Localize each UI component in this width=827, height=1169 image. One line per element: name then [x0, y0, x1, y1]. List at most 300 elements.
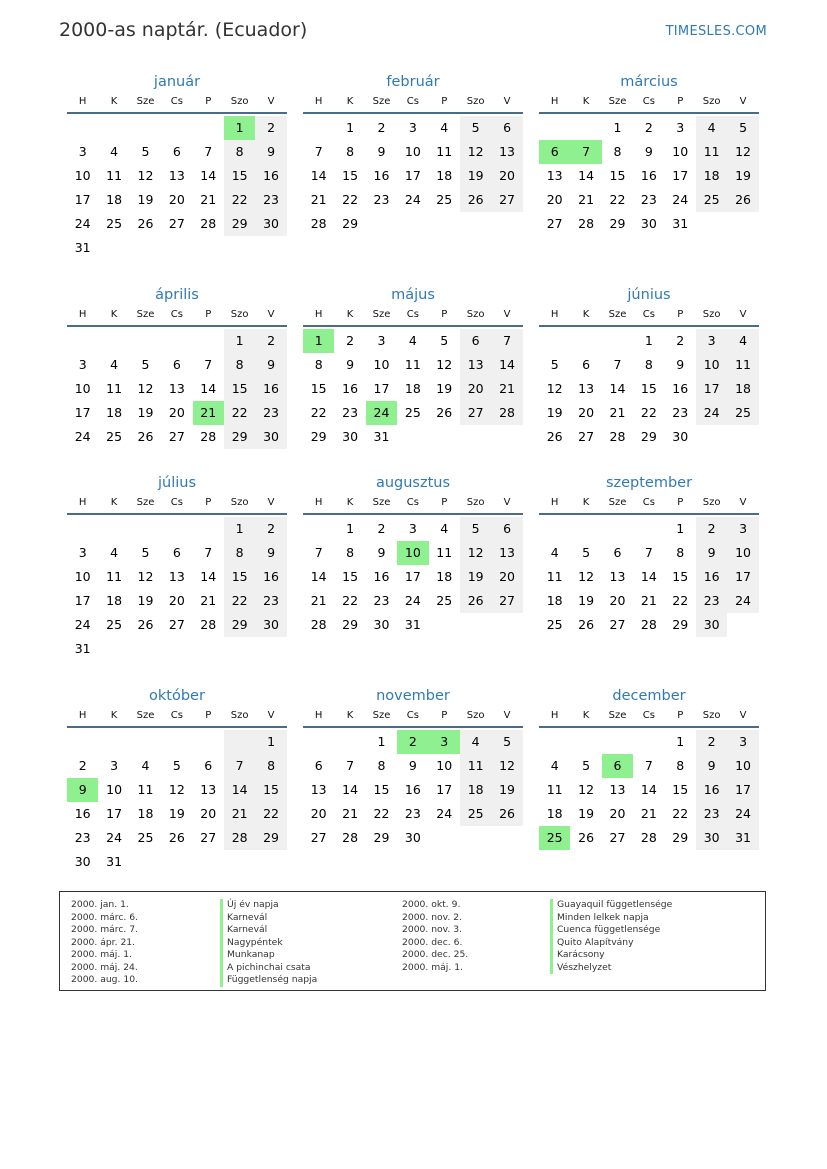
day-cell[interactable]: 30 [74, 854, 91, 869]
day-cell[interactable]: 10 [373, 357, 390, 372]
day-cell[interactable]: 19 [578, 593, 595, 608]
day-cell[interactable]: 4 [141, 758, 150, 773]
day-cell[interactable]: 22 [342, 593, 359, 608]
day-cell[interactable]: 21 [342, 806, 359, 821]
day-cell[interactable]: 9 [255, 140, 286, 164]
day-cell[interactable]: 18 [106, 593, 123, 608]
day-cell[interactable]: 21 [640, 806, 657, 821]
day-cell[interactable]: 24 [74, 216, 91, 231]
day-cell[interactable]: 13 [609, 782, 626, 797]
day-cell[interactable]: 25 [106, 216, 123, 231]
day-cell[interactable]: 1 [303, 329, 334, 353]
day-cell[interactable]: 22 [640, 405, 657, 420]
day-cell[interactable]: 5 [141, 144, 150, 159]
day-cell[interactable]: 24 [366, 401, 397, 425]
day-cell[interactable]: 4 [110, 357, 119, 372]
day-cell[interactable]: 12 [460, 541, 491, 565]
day-cell[interactable]: 1 [224, 116, 255, 140]
day-cell[interactable]: 21 [609, 405, 626, 420]
day-cell[interactable]: 8 [644, 357, 653, 372]
day-cell[interactable]: 16 [74, 806, 91, 821]
day-cell[interactable]: 9 [377, 545, 386, 560]
day-cell[interactable]: 16 [255, 377, 286, 401]
day-cell[interactable]: 21 [224, 802, 255, 826]
day-cell[interactable]: 11 [546, 569, 563, 584]
day-cell[interactable]: 24 [672, 192, 689, 207]
day-cell[interactable]: 25 [460, 802, 491, 826]
day-cell[interactable]: 12 [578, 569, 595, 584]
day-cell[interactable]: 27 [168, 429, 185, 444]
day-cell[interactable]: 12 [137, 569, 154, 584]
day-cell[interactable]: 16 [342, 381, 359, 396]
day-cell[interactable]: 1 [644, 333, 653, 348]
day-cell[interactable]: 4 [460, 730, 491, 754]
day-cell[interactable]: 17 [727, 778, 758, 802]
day-cell[interactable]: 20 [491, 565, 522, 589]
day-cell[interactable]: 18 [696, 164, 727, 188]
day-cell[interactable]: 29 [310, 429, 327, 444]
day-cell[interactable]: 3 [429, 730, 460, 754]
day-cell[interactable]: 8 [613, 144, 622, 159]
day-cell[interactable]: 23 [255, 589, 286, 613]
day-cell[interactable]: 30 [672, 429, 689, 444]
day-cell[interactable]: 22 [310, 405, 327, 420]
day-cell[interactable]: 31 [74, 240, 91, 255]
day-cell[interactable]: 15 [373, 782, 390, 797]
day-cell[interactable]: 31 [727, 826, 758, 850]
day-cell[interactable]: 10 [436, 758, 453, 773]
day-cell[interactable]: 12 [546, 381, 563, 396]
day-cell[interactable]: 21 [310, 593, 327, 608]
day-cell[interactable]: 23 [373, 593, 390, 608]
day-cell[interactable]: 3 [78, 144, 87, 159]
day-cell[interactable]: 14 [640, 569, 657, 584]
day-cell[interactable]: 25 [539, 826, 570, 850]
day-cell[interactable]: 11 [546, 782, 563, 797]
day-cell[interactable]: 26 [460, 188, 491, 212]
day-cell[interactable]: 26 [137, 617, 154, 632]
day-cell[interactable]: 17 [74, 593, 91, 608]
day-cell[interactable]: 29 [672, 617, 689, 632]
day-cell[interactable]: 19 [578, 806, 595, 821]
day-cell[interactable]: 13 [200, 782, 217, 797]
day-cell[interactable]: 15 [342, 569, 359, 584]
day-cell[interactable]: 30 [696, 826, 727, 850]
day-cell[interactable]: 5 [582, 758, 591, 773]
day-cell[interactable]: 27 [168, 216, 185, 231]
day-cell[interactable]: 3 [408, 521, 417, 536]
day-cell[interactable]: 2 [696, 730, 727, 754]
day-cell[interactable]: 17 [106, 806, 123, 821]
day-cell[interactable]: 12 [460, 140, 491, 164]
day-cell[interactable]: 10 [74, 381, 91, 396]
day-cell[interactable]: 27 [460, 401, 491, 425]
day-cell[interactable]: 24 [727, 802, 758, 826]
day-cell[interactable]: 24 [696, 401, 727, 425]
day-cell[interactable]: 11 [137, 782, 154, 797]
day-cell[interactable]: 12 [436, 357, 453, 372]
day-cell[interactable]: 27 [578, 429, 595, 444]
day-cell[interactable]: 10 [404, 144, 421, 159]
day-cell[interactable]: 16 [255, 164, 286, 188]
day-cell[interactable]: 14 [640, 782, 657, 797]
day-cell[interactable]: 28 [609, 429, 626, 444]
day-cell[interactable]: 29 [255, 826, 286, 850]
day-cell[interactable]: 23 [640, 192, 657, 207]
day-cell[interactable]: 7 [314, 144, 323, 159]
day-cell[interactable]: 13 [578, 381, 595, 396]
day-cell[interactable]: 24 [436, 806, 453, 821]
day-cell[interactable]: 10 [397, 541, 428, 565]
day-cell[interactable]: 27 [491, 589, 522, 613]
day-cell[interactable]: 26 [436, 405, 453, 420]
day-cell[interactable]: 14 [224, 778, 255, 802]
day-cell[interactable]: 14 [200, 168, 217, 183]
day-cell[interactable]: 17 [696, 377, 727, 401]
day-cell[interactable]: 8 [346, 545, 355, 560]
day-cell[interactable]: 24 [727, 589, 758, 613]
day-cell[interactable]: 19 [460, 164, 491, 188]
day-cell[interactable]: 11 [404, 357, 421, 372]
day-cell[interactable]: 6 [172, 545, 181, 560]
day-cell[interactable]: 18 [546, 593, 563, 608]
day-cell[interactable]: 15 [609, 168, 626, 183]
day-cell[interactable]: 1 [346, 120, 355, 135]
day-cell[interactable]: 3 [696, 329, 727, 353]
day-cell[interactable]: 15 [342, 168, 359, 183]
day-cell[interactable]: 27 [491, 188, 522, 212]
day-cell[interactable]: 28 [491, 401, 522, 425]
day-cell[interactable]: 25 [696, 188, 727, 212]
day-cell[interactable]: 10 [696, 353, 727, 377]
day-cell[interactable]: 2 [377, 120, 386, 135]
day-cell[interactable]: 4 [550, 545, 559, 560]
day-cell[interactable]: 7 [224, 754, 255, 778]
day-cell[interactable]: 7 [314, 545, 323, 560]
day-cell[interactable]: 27 [310, 830, 327, 845]
day-cell[interactable]: 25 [727, 401, 758, 425]
day-cell[interactable]: 27 [609, 830, 626, 845]
day-cell[interactable]: 23 [696, 589, 727, 613]
day-cell[interactable]: 3 [676, 120, 685, 135]
day-cell[interactable]: 1 [676, 734, 685, 749]
day-cell[interactable]: 27 [546, 216, 563, 231]
day-cell[interactable]: 5 [491, 730, 522, 754]
day-cell[interactable]: 24 [404, 192, 421, 207]
day-cell[interactable]: 19 [436, 381, 453, 396]
day-cell[interactable]: 15 [224, 377, 255, 401]
day-cell[interactable]: 8 [255, 754, 286, 778]
day-cell[interactable]: 23 [672, 405, 689, 420]
day-cell[interactable]: 7 [204, 545, 213, 560]
day-cell[interactable]: 26 [137, 216, 154, 231]
day-cell[interactable]: 5 [440, 333, 449, 348]
day-cell[interactable]: 12 [168, 782, 185, 797]
day-cell[interactable]: 20 [168, 593, 185, 608]
day-cell[interactable]: 29 [224, 425, 255, 449]
day-cell[interactable]: 11 [106, 569, 123, 584]
day-cell[interactable]: 12 [727, 140, 758, 164]
day-cell[interactable]: 22 [672, 593, 689, 608]
day-cell[interactable]: 7 [204, 357, 213, 372]
day-cell[interactable]: 13 [491, 140, 522, 164]
day-cell[interactable]: 19 [727, 164, 758, 188]
day-cell[interactable]: 2 [346, 333, 355, 348]
day-cell[interactable]: 6 [613, 545, 622, 560]
day-cell[interactable]: 31 [74, 641, 91, 656]
day-cell[interactable]: 7 [491, 329, 522, 353]
day-cell[interactable]: 10 [74, 168, 91, 183]
day-cell[interactable]: 14 [200, 381, 217, 396]
day-cell[interactable]: 26 [546, 429, 563, 444]
day-cell[interactable]: 18 [106, 192, 123, 207]
day-cell[interactable]: 15 [672, 569, 689, 584]
day-cell[interactable]: 14 [578, 168, 595, 183]
day-cell[interactable]: 30 [373, 617, 390, 632]
day-cell[interactable]: 2 [676, 333, 685, 348]
day-cell[interactable]: 16 [696, 565, 727, 589]
day-cell[interactable]: 18 [436, 168, 453, 183]
day-cell[interactable]: 24 [106, 830, 123, 845]
day-cell[interactable]: 1 [224, 517, 255, 541]
day-cell[interactable]: 29 [609, 216, 626, 231]
day-cell[interactable]: 16 [404, 782, 421, 797]
day-cell[interactable]: 2 [397, 730, 428, 754]
day-cell[interactable]: 2 [644, 120, 653, 135]
day-cell[interactable]: 10 [672, 144, 689, 159]
day-cell[interactable]: 23 [255, 188, 286, 212]
day-cell[interactable]: 10 [74, 569, 91, 584]
day-cell[interactable]: 10 [727, 754, 758, 778]
day-cell[interactable]: 11 [106, 381, 123, 396]
day-cell[interactable]: 20 [491, 164, 522, 188]
day-cell[interactable]: 11 [106, 168, 123, 183]
day-cell[interactable]: 26 [578, 617, 595, 632]
day-cell[interactable]: 17 [672, 168, 689, 183]
day-cell[interactable]: 17 [74, 405, 91, 420]
day-cell[interactable]: 5 [460, 517, 491, 541]
day-cell[interactable]: 28 [224, 826, 255, 850]
day-cell[interactable]: 6 [539, 140, 570, 164]
day-cell[interactable]: 31 [672, 216, 689, 231]
day-cell[interactable]: 22 [672, 806, 689, 821]
day-cell[interactable]: 6 [460, 329, 491, 353]
day-cell[interactable]: 30 [696, 613, 727, 637]
day-cell[interactable]: 18 [727, 377, 758, 401]
day-cell[interactable]: 11 [727, 353, 758, 377]
day-cell[interactable]: 10 [727, 541, 758, 565]
day-cell[interactable]: 29 [342, 617, 359, 632]
day-cell[interactable]: 20 [546, 192, 563, 207]
day-cell[interactable]: 8 [676, 545, 685, 560]
day-cell[interactable]: 12 [137, 168, 154, 183]
day-cell[interactable]: 17 [404, 168, 421, 183]
day-cell[interactable]: 28 [640, 617, 657, 632]
day-cell[interactable]: 12 [137, 381, 154, 396]
day-cell[interactable]: 13 [168, 569, 185, 584]
day-cell[interactable]: 26 [168, 830, 185, 845]
day-cell[interactable]: 19 [546, 405, 563, 420]
day-cell[interactable]: 9 [377, 144, 386, 159]
day-cell[interactable]: 14 [609, 381, 626, 396]
day-cell[interactable]: 21 [200, 593, 217, 608]
day-cell[interactable]: 9 [696, 754, 727, 778]
day-cell[interactable]: 20 [609, 806, 626, 821]
day-cell[interactable]: 3 [408, 120, 417, 135]
day-cell[interactable]: 19 [137, 192, 154, 207]
day-cell[interactable]: 18 [460, 778, 491, 802]
day-cell[interactable]: 14 [310, 168, 327, 183]
day-cell[interactable]: 20 [168, 405, 185, 420]
day-cell[interactable]: 1 [224, 329, 255, 353]
day-cell[interactable]: 30 [404, 830, 421, 845]
day-cell[interactable]: 29 [224, 212, 255, 236]
day-cell[interactable]: 14 [200, 569, 217, 584]
day-cell[interactable]: 18 [436, 569, 453, 584]
day-cell[interactable]: 30 [255, 212, 286, 236]
day-cell[interactable]: 3 [110, 758, 119, 773]
day-cell[interactable]: 15 [255, 778, 286, 802]
day-cell[interactable]: 30 [255, 425, 286, 449]
day-cell[interactable]: 23 [255, 401, 286, 425]
day-cell[interactable]: 15 [672, 782, 689, 797]
day-cell[interactable]: 6 [491, 116, 522, 140]
day-cell[interactable]: 24 [74, 617, 91, 632]
day-cell[interactable]: 6 [204, 758, 213, 773]
day-cell[interactable]: 11 [436, 144, 453, 159]
day-cell[interactable]: 3 [78, 357, 87, 372]
day-cell[interactable]: 29 [640, 429, 657, 444]
day-cell[interactable]: 21 [200, 192, 217, 207]
day-cell[interactable]: 20 [578, 405, 595, 420]
day-cell[interactable]: 26 [727, 188, 758, 212]
day-cell[interactable]: 29 [224, 613, 255, 637]
day-cell[interactable]: 4 [440, 521, 449, 536]
day-cell[interactable]: 8 [346, 144, 355, 159]
day-cell[interactable]: 4 [696, 116, 727, 140]
day-cell[interactable]: 17 [74, 192, 91, 207]
day-cell[interactable]: 9 [408, 758, 417, 773]
day-cell[interactable]: 17 [727, 565, 758, 589]
day-cell[interactable]: 2 [255, 116, 286, 140]
day-cell[interactable]: 3 [78, 545, 87, 560]
day-cell[interactable]: 21 [491, 377, 522, 401]
day-cell[interactable]: 1 [676, 521, 685, 536]
day-cell[interactable]: 23 [696, 802, 727, 826]
day-cell[interactable]: 9 [67, 778, 98, 802]
day-cell[interactable]: 8 [314, 357, 323, 372]
day-cell[interactable]: 28 [200, 429, 217, 444]
day-cell[interactable]: 31 [373, 429, 390, 444]
day-cell[interactable]: 13 [546, 168, 563, 183]
day-cell[interactable]: 28 [342, 830, 359, 845]
day-cell[interactable]: 25 [106, 617, 123, 632]
day-cell[interactable]: 16 [640, 168, 657, 183]
day-cell[interactable]: 25 [546, 617, 563, 632]
day-cell[interactable]: 29 [373, 830, 390, 845]
day-cell[interactable]: 28 [578, 216, 595, 231]
day-cell[interactable]: 20 [200, 806, 217, 821]
day-cell[interactable]: 18 [546, 806, 563, 821]
day-cell[interactable]: 3 [727, 730, 758, 754]
day-cell[interactable]: 19 [168, 806, 185, 821]
day-cell[interactable]: 2 [255, 329, 286, 353]
day-cell[interactable]: 19 [491, 778, 522, 802]
day-cell[interactable]: 25 [436, 192, 453, 207]
day-cell[interactable]: 22 [373, 806, 390, 821]
day-cell[interactable]: 23 [373, 192, 390, 207]
day-cell[interactable]: 4 [110, 545, 119, 560]
day-cell[interactable]: 24 [404, 593, 421, 608]
day-cell[interactable]: 8 [224, 353, 255, 377]
day-cell[interactable]: 13 [168, 168, 185, 183]
day-cell[interactable]: 8 [224, 541, 255, 565]
day-cell[interactable]: 31 [106, 854, 123, 869]
day-cell[interactable]: 28 [640, 830, 657, 845]
day-cell[interactable]: 8 [676, 758, 685, 773]
day-cell[interactable]: 9 [676, 357, 685, 372]
day-cell[interactable]: 16 [373, 569, 390, 584]
day-cell[interactable]: 17 [404, 569, 421, 584]
day-cell[interactable]: 16 [672, 381, 689, 396]
day-cell[interactable]: 5 [727, 116, 758, 140]
day-cell[interactable]: 9 [644, 144, 653, 159]
day-cell[interactable]: 14 [491, 353, 522, 377]
day-cell[interactable]: 22 [224, 188, 255, 212]
day-cell[interactable]: 30 [255, 613, 286, 637]
day-cell[interactable]: 17 [436, 782, 453, 797]
day-cell[interactable]: 28 [310, 216, 327, 231]
day-cell[interactable]: 16 [255, 565, 286, 589]
day-cell[interactable]: 20 [168, 192, 185, 207]
day-cell[interactable]: 18 [404, 381, 421, 396]
day-cell[interactable]: 21 [578, 192, 595, 207]
day-cell[interactable]: 13 [491, 541, 522, 565]
day-cell[interactable]: 6 [172, 144, 181, 159]
day-cell[interactable]: 31 [404, 617, 421, 632]
day-cell[interactable]: 30 [640, 216, 657, 231]
day-cell[interactable]: 26 [137, 429, 154, 444]
day-cell[interactable]: 26 [578, 830, 595, 845]
day-cell[interactable]: 10 [106, 782, 123, 797]
day-cell[interactable]: 2 [255, 517, 286, 541]
day-cell[interactable]: 15 [224, 164, 255, 188]
day-cell[interactable]: 2 [78, 758, 87, 773]
day-cell[interactable]: 24 [74, 429, 91, 444]
day-cell[interactable]: 26 [460, 589, 491, 613]
day-cell[interactable]: 7 [644, 545, 653, 560]
day-cell[interactable]: 13 [609, 569, 626, 584]
day-cell[interactable]: 5 [550, 357, 559, 372]
day-cell[interactable]: 4 [440, 120, 449, 135]
day-cell[interactable]: 6 [602, 754, 633, 778]
day-cell[interactable]: 16 [696, 778, 727, 802]
day-cell[interactable]: 20 [310, 806, 327, 821]
day-cell[interactable]: 13 [310, 782, 327, 797]
day-cell[interactable]: 9 [346, 357, 355, 372]
day-cell[interactable]: 19 [460, 565, 491, 589]
day-cell[interactable]: 16 [373, 168, 390, 183]
brand-link[interactable]: TIMESLES.COM [665, 24, 767, 39]
day-cell[interactable]: 5 [460, 116, 491, 140]
day-cell[interactable]: 28 [200, 216, 217, 231]
day-cell[interactable]: 1 [346, 521, 355, 536]
day-cell[interactable]: 5 [141, 357, 150, 372]
day-cell[interactable]: 21 [310, 192, 327, 207]
day-cell[interactable]: 17 [373, 381, 390, 396]
day-cell[interactable]: 25 [106, 429, 123, 444]
day-cell[interactable]: 18 [137, 806, 154, 821]
